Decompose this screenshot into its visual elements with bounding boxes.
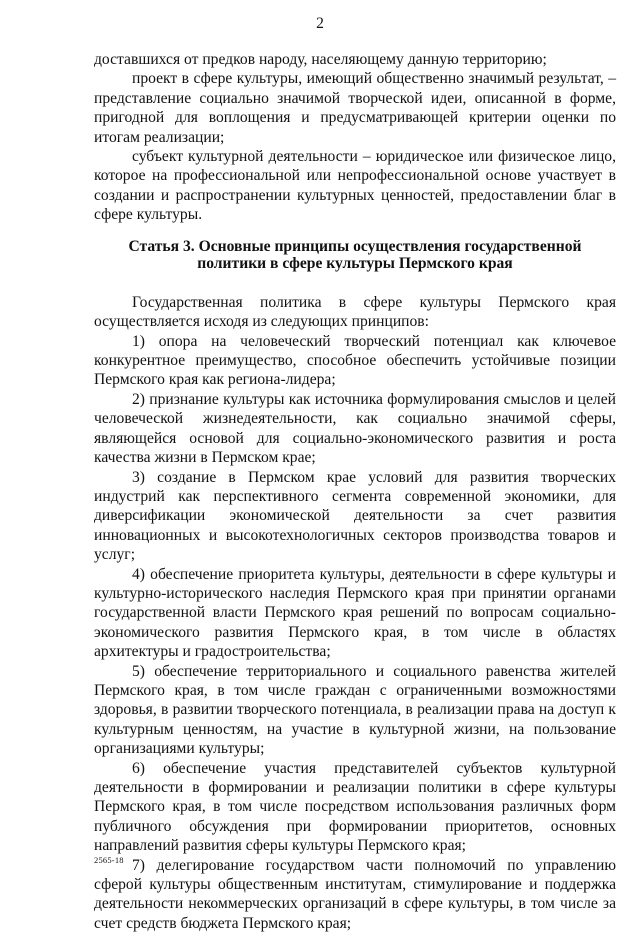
principle-item: 6) обеспечение участия представителей субъектов культурной деятельности в формировании и реализации политики в сфере культуры Пермского края, в том числе посредством использования различных форм публичного обсуждения при формировании приоритетов, основных направлений развития сферы культуры Пермского края; — [94, 759, 616, 855]
page-number: 2 — [316, 15, 324, 32]
document-code: 2565-18 — [94, 855, 124, 865]
principle-item: 3) создание в Пермском крае условий для развития творческих индустрий как перспективного сегмента современной экономики, для диверсификации экономической деятельности за счет развития инновационных и высокотехнологичных секторов производства товаров и услуг; — [94, 468, 616, 564]
paragraph-definition-subject: субъект культурной деятельности – юридическое или физическое лицо, которое на профессиональной или непрофессиональной основе участвует в создании и распространении культурных ценностей, предоставлении благ в сфере культуры. — [94, 148, 616, 224]
paragraph-continuation: доставшихся от предков народу, населяющему данную территорию; — [94, 51, 547, 68]
article-heading: Статья 3. Основные принципы осуществления государственной политики в сфере культуры Пермского края — [128, 237, 582, 273]
principle-item: 2) признание культуры как источника формулирования смыслов и целей человеческой жизнедеятельности, как социально значимой сферы, являющейся основой для социально-экономического развития и роста качества жизни в Пермском крае; — [94, 390, 616, 467]
paragraph-definition-project: проект в сфере культуры, имеющий общественно значимый результат, – представление социально значимой творческой идеи, описанной в форме, пригодной для воплощения и предусматривающей критерии оценки по итогам реализации; — [94, 70, 616, 146]
principle-item: 1) опора на человеческий творческий потенциал как ключевое конкурентное преимущество, способное обеспечить устойчивые позиции Пермского края как региона-лидера; — [94, 332, 616, 389]
article-intro: Государственная политика в сфере культуры Пермского края осуществляется исходя из следующих принципов: — [94, 293, 616, 331]
page-body — [94, 50, 616, 933]
principle-item: 7) делегирование государством части полномочий по управлению сферой культуры общественным институтам, стимулирование и поддержка деятельности некоммерческих организаций в сфере культуры, в том числе за счет средств бюджета Пермского края; — [94, 856, 616, 932]
principle-item: 5) обеспечение территориального и социального равенства жителей Пермского края, в том числе граждан с ограниченными возможностями здоровья, в развитии творческого потенциала, в реализации права на доступ к культурным ценностям, на участие в культурной жизни, на пользование организациями культуры; — [94, 662, 616, 758]
principle-item: 4) обеспечение приоритета культуры, деятельности в сфере культуры и культурно-исторического наследия Пермского края при принятии органами государственной власти Пермского края решений по вопросам социально-экономического развития Пермского края, в том числе в областях архитектуры и градостроительства; — [94, 565, 616, 661]
